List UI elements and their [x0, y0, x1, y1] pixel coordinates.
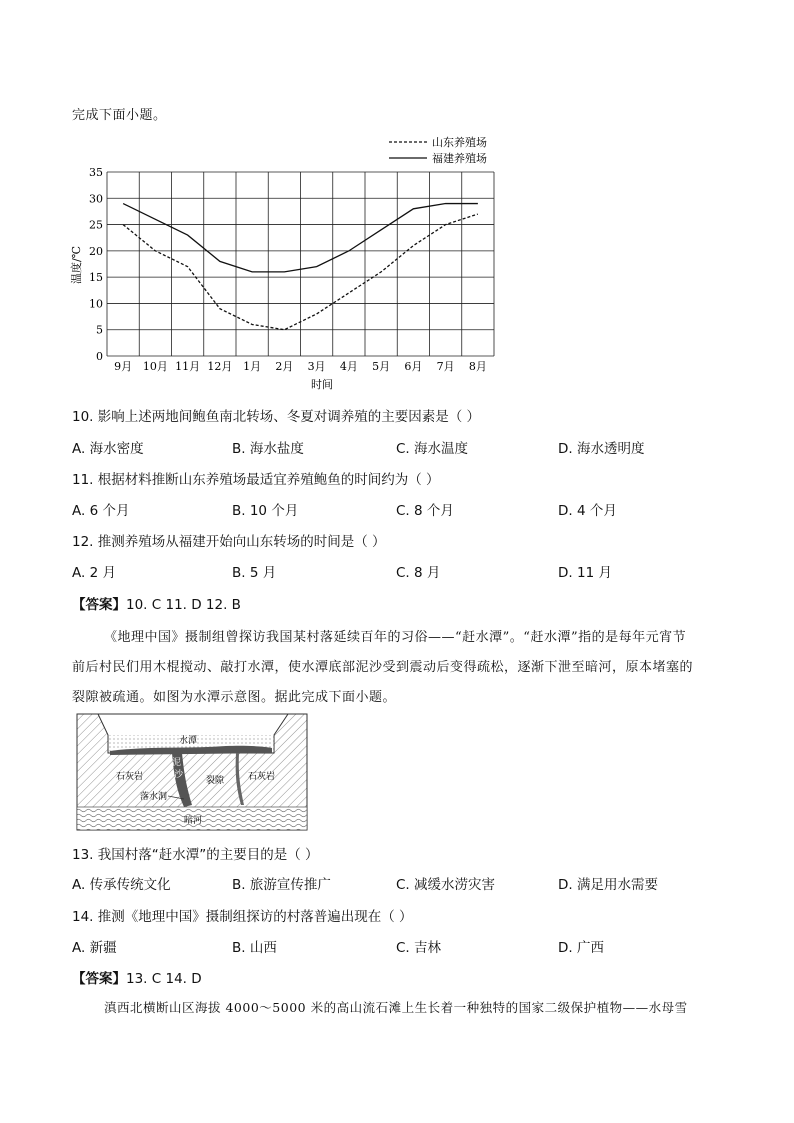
y-axis-label: 温度/℃ [70, 245, 83, 285]
label-crack: 裂隙 [206, 776, 225, 786]
q14-option-c: C. 吉林 [396, 940, 442, 956]
x-tick-label: 9月 [114, 360, 133, 373]
q14-option-b: B. 山西 [232, 940, 277, 956]
q11-option-c: C. 8 个月 [396, 503, 454, 519]
chart-legend [389, 135, 487, 165]
q14-option-d: D. 广西 [558, 940, 604, 956]
y-tick-label: 25 [89, 218, 103, 232]
q13-option-a: A. 传承传统文化 [72, 877, 171, 893]
y-tick-label: 15 [89, 271, 103, 285]
question-14: 14. 推测《地理中国》摄制组探访的村落普遍出现在（ ） [72, 909, 413, 925]
q14-option-a: A. 新疆 [72, 940, 117, 956]
q10-option-c: C. 海水温度 [396, 441, 469, 457]
y-tick-label: 10 [89, 297, 103, 311]
q11-option-d: D. 4 个月 [558, 503, 617, 519]
label-limestone-right: 石灰岩 [248, 772, 276, 782]
x-tick-label: 11月 [175, 360, 201, 373]
q13-option-c: C. 减缓水涝灾害 [396, 877, 496, 893]
paragraph-line-1: 《地理中国》摄制组曾探访我国某村落延续百年的习俗——“赶水潭”。“赶水潭”指的是每年元宵节 [104, 630, 687, 645]
intro-text: 完成下面小题。 [72, 108, 167, 123]
label-mud-2: 沙 [174, 770, 184, 780]
x-tick-label: 8月 [468, 360, 487, 373]
water-pool-diagram [76, 713, 308, 831]
label-mud-1: 泥 [172, 758, 182, 768]
label-pool: 水潭 [179, 736, 198, 746]
q10-option-a: A. 海水密度 [72, 441, 144, 457]
q11-option-a: A. 6 个月 [72, 503, 130, 519]
paragraph-3-line-1: 滇西北横断山区海拔 4000～5000 米的高山流石滩上生长着一种独特的国家二级保护植物——水母雪 [104, 1000, 688, 1015]
answer-label: 【答案】 [72, 597, 126, 613]
label-sinkhole: 落水洞 [140, 792, 168, 802]
x-tick-label: 2月 [275, 360, 294, 373]
x-tick-label: 3月 [307, 360, 326, 373]
x-tick-label: 12月 [207, 360, 233, 373]
y-tick-label: 5 [96, 323, 103, 337]
answer-block-1 [72, 593, 241, 613]
q12-option-b: B. 5 月 [232, 565, 277, 581]
legend-label-fujian: 福建养殖场 [432, 152, 487, 165]
q11-option-b: B. 10 个月 [232, 503, 299, 519]
q10-option-d: D. 海水透明度 [558, 441, 645, 457]
paragraph-line-2: 前后村民们用木棍搅动、敲打水潭，使水潭底部泥沙受到震动后变得疏松，逐渐下泄至暗河，原本堵塞的 [72, 660, 694, 675]
y-tick-label: 30 [89, 192, 103, 206]
q13-option-d: D. 满足用水需要 [558, 877, 658, 893]
y-tick-label: 20 [89, 244, 103, 258]
x-axis-label: 时间 [311, 378, 333, 390]
y-tick-label: 35 [89, 166, 103, 179]
q12-option-d: D. 11 月 [558, 565, 612, 581]
x-tick-label: 7月 [436, 360, 455, 373]
answer-text: 13. C 14. D [126, 971, 202, 987]
answer-block-2 [72, 967, 202, 987]
question-11: 11. 根据材料推断山东养殖场最适宜养殖鲍鱼的时间约为（ ） [72, 472, 440, 488]
paragraph-line-3: 裂隙被疏通。如图为水潭示意图。据此完成下面小题。 [72, 690, 397, 705]
label-limestone-left: 石灰岩 [116, 772, 144, 782]
label-underground-river: 暗河 [184, 816, 203, 826]
temperature-line-chart [0, 130, 794, 390]
q13-option-b: B. 旅游宣传推广 [232, 877, 331, 893]
answer-text: 10. C 11. D 12. B [126, 597, 241, 613]
x-tick-label: 1月 [243, 360, 262, 373]
x-tick-label: 10月 [142, 360, 168, 373]
x-tick-label: 6月 [404, 360, 423, 373]
q12-option-c: C. 8 月 [396, 565, 441, 581]
answer-label: 【答案】 [72, 971, 126, 987]
question-10: 10. 影响上述两地间鲍鱼南北转场、冬夏对调养殖的主要因素是（ ） [72, 409, 481, 425]
x-tick-label: 5月 [372, 360, 391, 373]
q12-option-a: A. 2 月 [72, 565, 116, 581]
legend-label-shandong: 山东养殖场 [432, 136, 487, 149]
question-12: 12. 推测养殖场从福建开始向山东转场的时间是（ ） [72, 534, 386, 550]
y-tick-label: 0 [96, 350, 103, 363]
q10-option-b: B. 海水盐度 [232, 441, 304, 457]
question-13: 13. 我国村落“赶水潭”的主要目的是（ ） [72, 847, 319, 863]
x-tick-label: 4月 [339, 360, 358, 373]
